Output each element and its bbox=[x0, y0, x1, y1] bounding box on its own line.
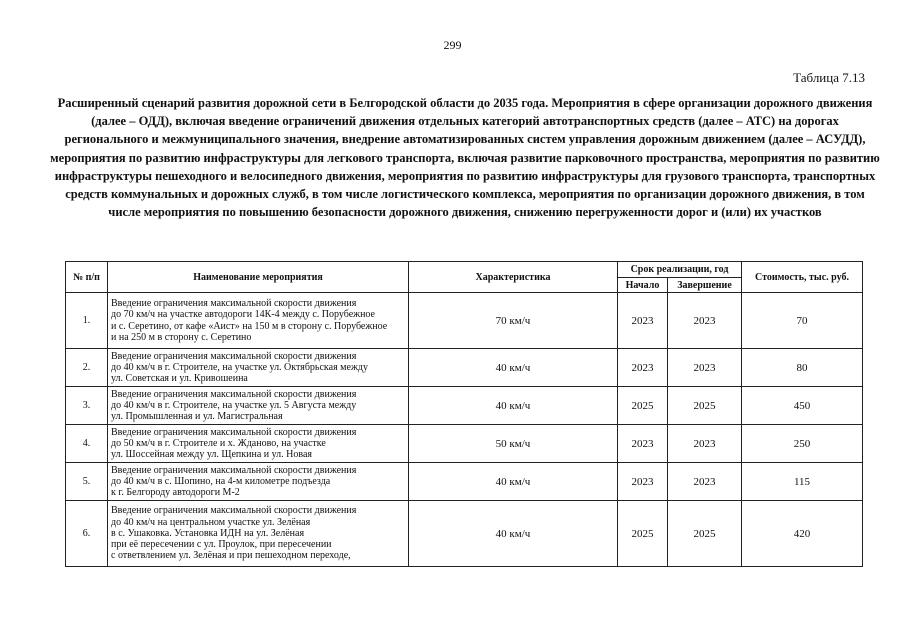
row-cost: 250 bbox=[742, 425, 863, 463]
row-characteristic: 50 км/ч bbox=[409, 425, 618, 463]
row-cost: 70 bbox=[742, 293, 863, 349]
row-name-line: с ответвлением ул. Зелёная и при пешеходном переходе, bbox=[111, 550, 351, 562]
header-end: Завершение bbox=[668, 278, 742, 293]
row-end: 2023 bbox=[668, 463, 742, 501]
row-name-line: ул. Промышленная и ул. Магистральная bbox=[111, 411, 283, 423]
row-num: 5. bbox=[66, 463, 108, 501]
row-name-line: до 40 км/ч в с. Шопино, на 4-м километре подъезда bbox=[111, 475, 331, 487]
row-name-line: ул. Советская и ул. Кривошеина bbox=[111, 373, 248, 385]
row-name-line: и с. Серетино, от кафе «Аист» на 150 м в сторону с. Порубежное bbox=[111, 320, 388, 332]
row-name-line: Введение ограничения максимальной скорости движения bbox=[111, 388, 357, 400]
row-name bbox=[108, 387, 409, 425]
row-end: 2023 bbox=[668, 349, 742, 387]
row-characteristic: 40 км/ч bbox=[409, 349, 618, 387]
header-period: Срок реализации, год bbox=[618, 262, 742, 278]
row-num: 3. bbox=[66, 387, 108, 425]
row-start: 2023 bbox=[618, 293, 668, 349]
header-start: Начало bbox=[618, 278, 668, 293]
row-start: 2023 bbox=[618, 349, 668, 387]
document-title: Расширенный сценарий развития дорожной сети в Белгородской области до 2035 года. Мероприятия в сфере организации дорожного движения (далее – ОДД), включая введение ограничений движения отдельных категорий автотранспортных средств (далее – АТС) на дорогах регионального и межмуниципального значения, внедрение автоматизированных систем управления дорожным движением (далее – АСУДД), мероприятия по развитию инфраструктуры для легкового транспорта, включая развитие парковочного пространства, мероприятия по развитию инфраструктуры пешеходного и велосипедного движения, мероприятия по развитию инфраструктуры для грузового транспорта, транспортных средств коммунальных и дорожных служб, в том числе логистического комплекса, мероприятия по организации дорожного движения, в том числе мероприятия по повышению безопасности дорожного движения, снижению перегруженности дорог и (или) их участков bbox=[50, 96, 880, 220]
row-start: 2023 bbox=[618, 463, 668, 501]
header-num: № п/п bbox=[66, 262, 108, 293]
row-end: 2025 bbox=[668, 387, 742, 425]
row-start: 2025 bbox=[618, 387, 668, 425]
row-name-line: до 40 км/ч в г. Строителе, на участке ул. 5 Августа между bbox=[111, 399, 357, 411]
row-name bbox=[108, 501, 409, 567]
row-cost: 115 bbox=[742, 463, 863, 501]
row-characteristic: 40 км/ч bbox=[409, 501, 618, 567]
row-num: 1. bbox=[66, 293, 108, 349]
row-name-line: Введение ограничения максимальной скорости движения bbox=[111, 464, 357, 476]
header-name: Наименование мероприятия bbox=[108, 262, 409, 293]
row-num: 4. bbox=[66, 425, 108, 463]
row-name-line: до 50 км/ч в г. Строителе и х. Жданово, на участке bbox=[111, 437, 326, 449]
row-name-line: и на 250 м в сторону с. Серетино bbox=[111, 331, 252, 343]
row-name-line: Введение ограничения максимальной скорости движения bbox=[111, 350, 357, 362]
row-characteristic: 40 км/ч bbox=[409, 387, 618, 425]
table-label: Таблица 7.13 bbox=[793, 70, 865, 85]
row-name-line: Введение ограничения максимальной скорости движения bbox=[111, 297, 357, 309]
table-row bbox=[66, 425, 863, 463]
header-characteristic: Характеристика bbox=[409, 262, 618, 293]
row-start: 2023 bbox=[618, 425, 668, 463]
row-name-line: до 40 км/ч на центральном участке ул. Зелёная bbox=[111, 516, 311, 528]
row-name-line: до 40 км/ч в г. Строителе, на участке ул. Октябрьская между bbox=[111, 361, 368, 373]
page-number: 299 bbox=[443, 38, 462, 52]
row-cost: 80 bbox=[742, 349, 863, 387]
row-cost: 450 bbox=[742, 387, 863, 425]
row-name bbox=[108, 463, 409, 501]
table-row bbox=[66, 463, 863, 501]
row-name bbox=[108, 293, 409, 349]
row-name-line: при её пересечении с ул. Проулок, при пересечении bbox=[111, 539, 332, 551]
row-characteristic: 40 км/ч bbox=[409, 463, 618, 501]
row-name-line: ул. Шоссейная между ул. Щепкина и ул. Новая bbox=[111, 449, 313, 461]
measures-table bbox=[65, 261, 863, 567]
row-name-line: к г. Белгороду автодороги М-2 bbox=[111, 487, 240, 499]
table-row bbox=[66, 501, 863, 567]
row-end: 2025 bbox=[668, 501, 742, 567]
row-name bbox=[108, 349, 409, 387]
row-name-line: Введение ограничения максимальной скорости движения bbox=[111, 505, 357, 517]
header-cost: Стоимость, тыс. руб. bbox=[742, 262, 863, 293]
row-num: 2. bbox=[66, 349, 108, 387]
row-start: 2025 bbox=[618, 501, 668, 567]
row-name-line: до 70 км/ч на участке автодороги 14К-4 между с. Порубежное bbox=[111, 309, 375, 321]
row-end: 2023 bbox=[668, 293, 742, 349]
row-name-line: Введение ограничения максимальной скорости движения bbox=[111, 426, 357, 438]
row-name-line: в с. Ушаковка. Установка ИДН на ул. Зелёная bbox=[111, 527, 305, 539]
row-cost: 420 bbox=[742, 501, 863, 567]
table-row bbox=[66, 349, 863, 387]
row-name bbox=[108, 425, 409, 463]
row-num: 6. bbox=[66, 501, 108, 567]
row-end: 2023 bbox=[668, 425, 742, 463]
row-characteristic: 70 км/ч bbox=[409, 293, 618, 349]
table-row bbox=[66, 293, 863, 349]
table-row bbox=[66, 387, 863, 425]
